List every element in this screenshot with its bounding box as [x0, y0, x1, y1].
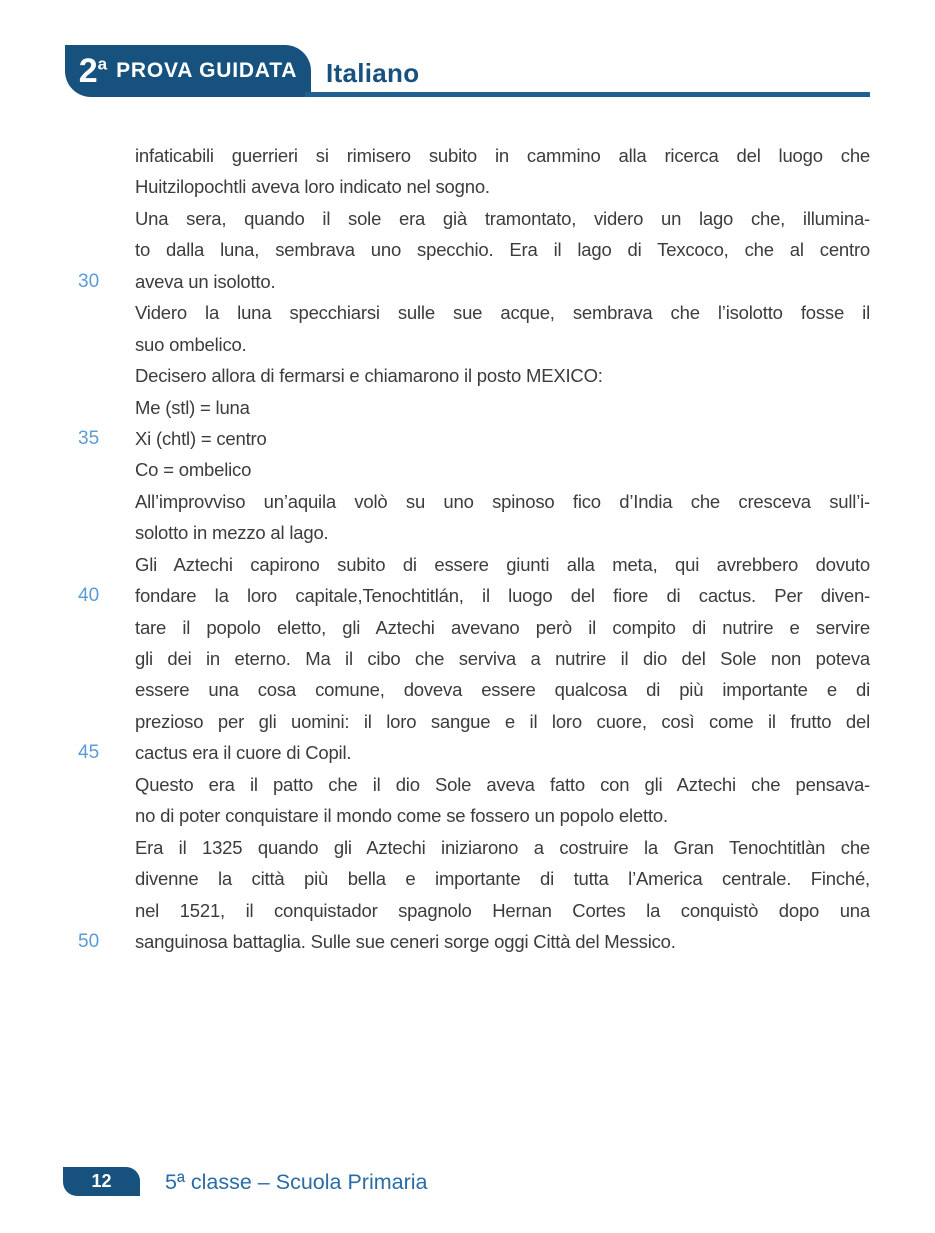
line-text: solotto in mezzo al lago. — [135, 522, 329, 544]
line-text: fondare la loro capitale,Tenochtitlán, il luogo del fiore di cactus. Per diven- — [135, 585, 870, 607]
line-text: aveva un isolotto. — [135, 270, 276, 292]
line-number — [78, 674, 135, 705]
passage-line — [78, 517, 870, 548]
line-text: Huitzilopochtli aveva loro indicato nel sogno. — [135, 176, 490, 198]
passage-line — [78, 580, 870, 611]
line-number — [78, 800, 135, 831]
footer-page-badge — [63, 1167, 140, 1196]
passage-line — [78, 832, 870, 863]
line-text: nel 1521, il conquistador spagnolo Hernan Cortes la conquistò dopo una — [135, 899, 870, 921]
line-text: tare il popolo eletto, gli Aztechi avevano però il compito di nutrire e servire — [135, 616, 870, 638]
passage-line — [78, 140, 870, 171]
passage-line — [78, 737, 870, 768]
footer-text: 5ª classe – Scuola Primaria — [165, 1170, 428, 1194]
line-number — [78, 171, 135, 202]
line-number — [78, 140, 135, 171]
line-text: sanguinosa battaglia. Sulle sue ceneri sorge oggi Città del Messico. — [135, 930, 676, 952]
passage-line — [78, 203, 870, 234]
line-text: no di poter conquistare il mondo come se fossero un popolo eletto. — [135, 805, 668, 827]
passage-line — [78, 454, 870, 485]
line-text: to dalla luna, sembrava uno specchio. Era il lago di Texcoco, che al centro — [135, 239, 870, 261]
passage-line — [78, 612, 870, 643]
line-number — [78, 612, 135, 643]
line-number: 30 — [78, 270, 100, 292]
line-text: essere una cosa comune, doveva essere qualcosa di più importante e di — [135, 679, 870, 701]
line-text: Me (stl) = luna — [135, 396, 250, 418]
line-text: divenne la città più bella e importante di tutta l’America centrale. Finché, — [135, 868, 870, 890]
passage-line — [78, 329, 870, 360]
line-number — [78, 203, 135, 234]
line-number: 45 — [78, 742, 100, 764]
header-rule — [305, 92, 870, 97]
line-number: 35 — [78, 427, 100, 449]
line-text: Gli Aztechi capirono subito di essere giunti alla meta, qui avrebbero dovuto — [135, 553, 870, 575]
passage-line — [78, 486, 870, 517]
passage-line — [78, 549, 870, 580]
passage-line — [78, 895, 870, 926]
passage-line — [78, 800, 870, 831]
passage-line — [78, 706, 870, 737]
line-number — [78, 549, 135, 580]
passage-line — [78, 297, 870, 328]
line-number — [78, 360, 135, 391]
passage-line — [78, 392, 870, 423]
line-number — [78, 643, 135, 674]
line-text: Era il 1325 quando gli Aztechi iniziarono a costruire la Gran Tenochtitlàn che — [135, 836, 870, 858]
line-number — [78, 454, 135, 485]
prova-number: 2$^a$ — [78, 52, 108, 90]
line-number — [78, 832, 135, 863]
line-number — [78, 769, 135, 800]
line-text: Xi (chtl) = centro — [135, 427, 267, 449]
line-number: 50 — [78, 930, 100, 952]
line-text: Decisero allora di fermarsi e chiamarono il posto MEXICO: — [135, 365, 603, 387]
line-text: Una sera, quando il sole era già tramontato, videro un lago che, illumina- — [135, 207, 870, 229]
passage-line — [78, 266, 870, 297]
passage-line — [78, 423, 870, 454]
prova-title: PROVA GUIDATA — [116, 59, 298, 82]
line-text: All’improvviso un’aquila volò su uno spinoso fico d’India che cresceva sull’i- — [135, 490, 870, 512]
line-text: cactus era il cuore di Copil. — [135, 742, 352, 764]
passage-line — [78, 234, 870, 265]
line-text: infaticabili guerrieri si rimisero subito in cammino alla ricerca del luogo che — [135, 145, 870, 166]
passage-line — [78, 863, 870, 894]
page-number: 12 — [91, 1171, 112, 1191]
line-number: 40 — [78, 585, 100, 607]
line-number — [78, 234, 135, 265]
line-text: Videro la luna specchiarsi sulle sue acque, sembrava che l’isolotto fosse il — [135, 302, 870, 324]
passage-line — [78, 926, 870, 957]
line-number — [78, 486, 135, 517]
line-number — [78, 297, 135, 328]
line-number — [78, 392, 135, 423]
passage-line — [78, 643, 870, 674]
line-text: suo ombelico. — [135, 333, 247, 355]
line-text: Questo era il patto che il dio Sole aveva fatto con gli Aztechi che pensava- — [135, 773, 870, 795]
line-text: prezioso per gli uomini: il loro sangue e il loro cuore, così come il frutto del — [135, 710, 870, 732]
passage-line — [78, 769, 870, 800]
line-text: gli dei in eterno. Ma il cibo che serviva a nutrire il dio del Sole non poteva — [135, 648, 870, 669]
header-banner — [65, 45, 311, 97]
line-number — [78, 863, 135, 894]
passage-line — [78, 674, 870, 705]
passage-line — [78, 171, 870, 202]
reading-passage — [78, 140, 870, 957]
subject-label: Italiano — [326, 58, 420, 88]
line-number — [78, 517, 135, 548]
passage-line — [78, 360, 870, 391]
line-number — [78, 895, 135, 926]
line-number — [78, 329, 135, 360]
line-number — [78, 706, 135, 737]
line-text: Co = ombelico — [135, 459, 252, 481]
